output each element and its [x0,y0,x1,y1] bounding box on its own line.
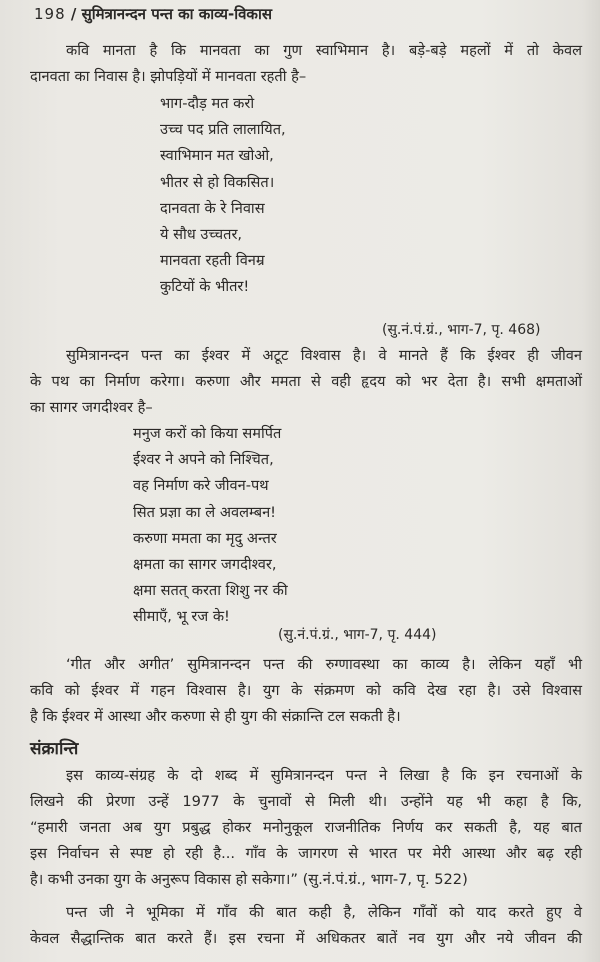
text-line: दानवता का निवास है। झोपड़ियों में मानवता रहती है– [30,68,307,85]
verse-line: करुणा ममता का मृदु अन्तर [133,529,277,547]
text-line: पन्त जी ने भूमिका में गाँव की बात कही है, लेकिन गाँवों को याद करते हुए वे [66,904,582,921]
header-separator: / [65,5,82,23]
verse-line: क्षमता का सागर जगदीश्वर, [133,556,277,574]
paragraph-4 [30,763,582,893]
text-line: के पथ का निर्माण करेगा। करुणा और ममता से वही हृदय को भर देता है। सभी क्षमताओं [30,373,582,390]
text-line: है। कभी उनका युग के अनुरूप विकास हो सकेगा।” (सु.नं.पं.ग्रं., भाग-7, पृ. 522) [30,871,468,888]
book-title: सुमित्रानन्दन पन्त का काव्य-विकास [81,5,272,23]
text-line: सुमित्रानन्दन पन्त का ईश्वर में अटूट विश्वास है। वे मानते हैं कि ईश्वर ही जीवन [66,347,582,364]
paragraph-2 [30,343,582,421]
verse-line: सित प्रज्ञा का ले अवलम्बन! [133,503,277,521]
running-head [34,4,272,24]
text-line: लिखने की प्रेरणा उन्हें 1977 के चुनावों से मिली थी। उन्होंने यह भी कहा है कि, [30,793,582,810]
verse-line: भाग-दौड़ मत करो [160,95,255,112]
page-number: 198 [34,5,66,23]
paragraph-1 [30,38,582,90]
verse-line: क्षमा सतत् करता शिशु नर की [133,582,288,600]
section-heading: संक्रान्ति [30,739,79,759]
verse-quote-1 [160,91,286,301]
verse-line: सीमाएँ, भू रज के! [133,608,230,626]
verse-line: स्वाभिमान मत खोओ, [160,147,274,165]
verse-line: ईश्वर ने अपने को निश्चित, [133,451,274,469]
text-line: “हमारी जनता अब युग प्रबुद्ध होकर मनोनुकूल राजनीतिक निर्णय कर सकती है, यह बात [30,819,582,836]
text-line: इस काव्य-संग्रह के दो शब्द में सुमित्रानन्दन पन्त ने लिखा है कि इन रचनाओं के [66,767,582,784]
text-line: केवल सैद्धान्तिक बात करते हैं। इस रचना में अधिकतर बातें नव युग और नये जीवन की [30,930,582,947]
text-line: कवि को ईश्वर में गहन विश्वास है। युग के संक्रमण को कवि देख रहा है। उसे विश्वास [30,682,582,699]
verse-line: भीतर से हो विकसित। [160,173,275,191]
verse-quote-2 [133,421,288,631]
text-line: इस निर्वाचन से स्पष्ट हो रही है... गाँव के जागरण से भारत पर मेरी आस्था और बढ़ रही [30,845,582,862]
verse-line: उच्च पद प्रति लालायित, [160,121,286,139]
citation-2: (सु.नं.पं.ग्रं., भाग-7, पृ. 444) [278,627,437,643]
verse-line: मानवता रहती विनम्र [160,252,265,270]
text-line: कवि मानता है कि मानवता का गुण स्वाभिमान है। बड़े-बड़े महलों में तो केवल [66,42,582,59]
verse-line: ये सौध उच्चतर, [160,226,243,244]
verse-line: कुटियों के भीतर! [160,278,250,296]
citation-1: (सु.नं.पं.ग्रं., भाग-7, पृ. 468) [382,322,541,338]
text-line: का सागर जगदीश्वर है– [30,399,153,416]
paragraph-3 [30,652,582,730]
verse-line: मनुज करों को किया समर्पित [133,425,282,442]
verse-line: वह निर्माण करे जीवन-पथ [133,477,269,495]
text-line: ‘गीत और अगीत’ सुमित्रानन्दन पन्त की रुग्णावस्था का काव्य है। लेकिन यहाँ भी [66,656,582,673]
paragraph-5 [30,900,582,952]
verse-line: दानवता के रे निवास [160,199,265,217]
text-line: है कि ईश्वर में आस्था और करुणा से ही युग की संक्रान्ति टल सकती है। [30,708,401,725]
